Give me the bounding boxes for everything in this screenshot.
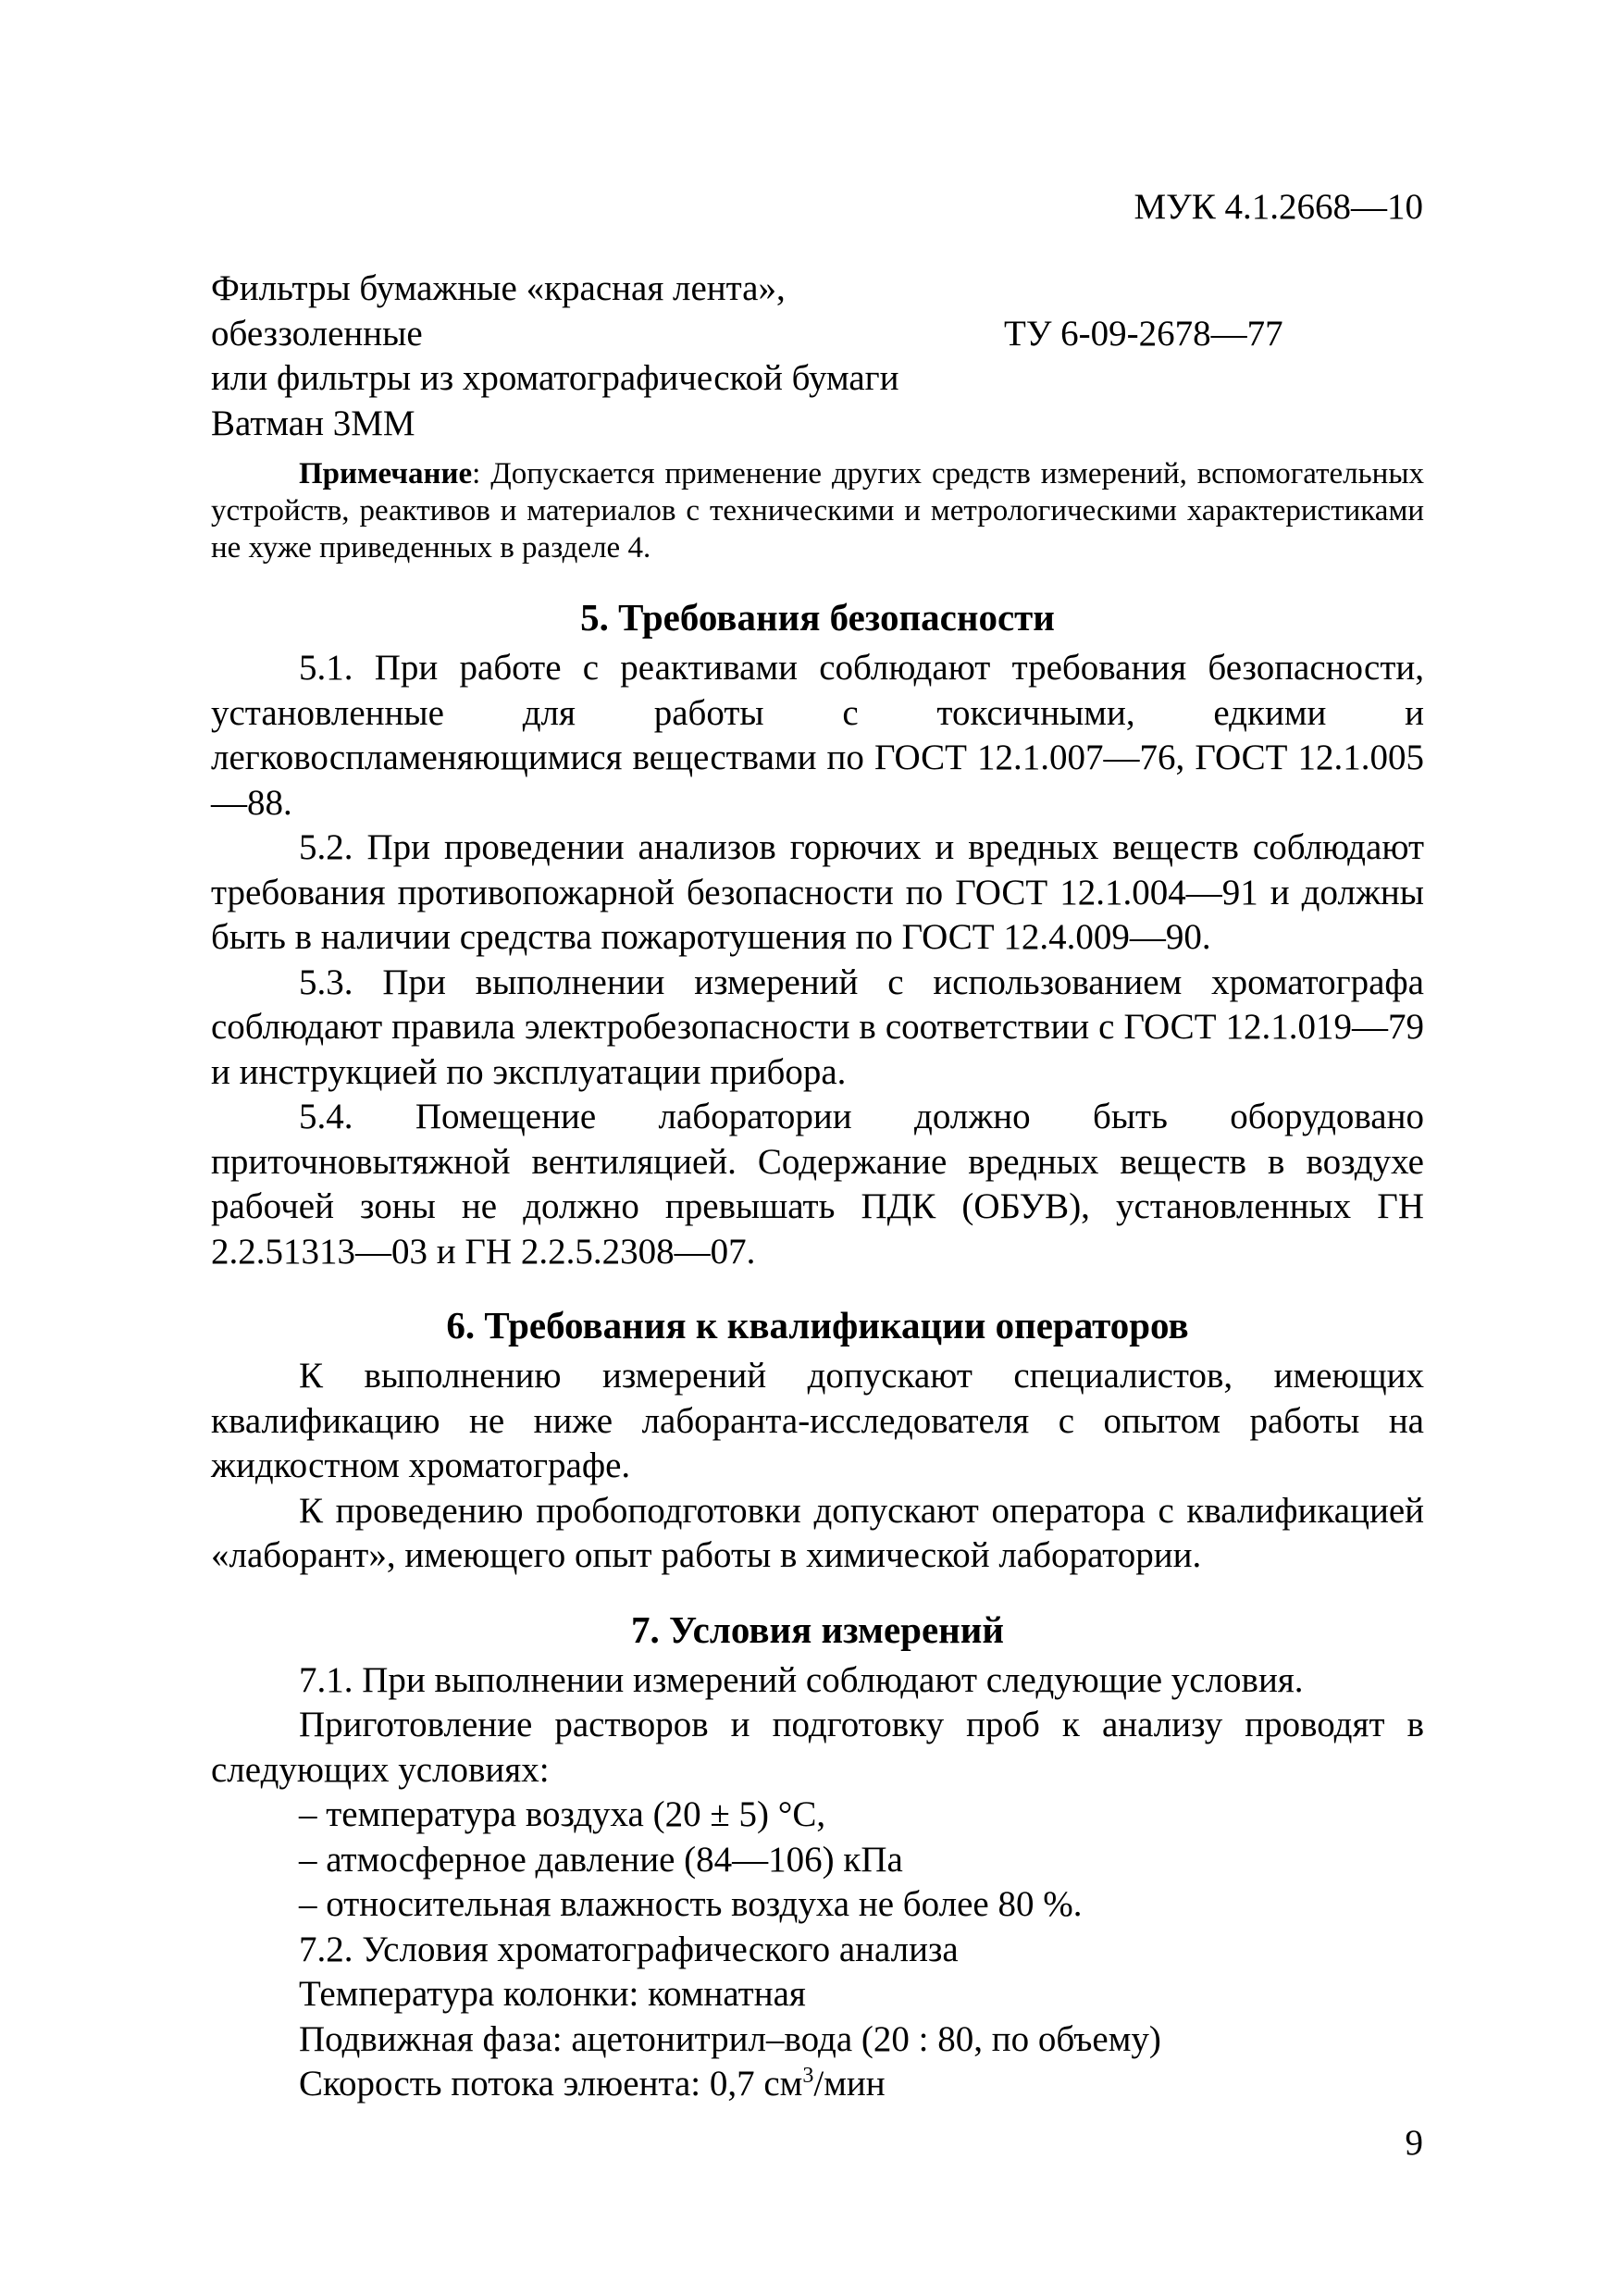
section-5-paragraph-3: 5.3. При выполнении измерений с использованием хроматографа соблюдают правила электробезопасности в соответствии с ГОСТ 12.1.019—79 и инструкцией по эксплуатации прибора. [211,962,1424,1092]
material-line-1: Фильтры бумажные «красная лента», [211,268,786,308]
flow-rate [211,2062,1424,2107]
list-item: – относительная влажность воздуха не более 80 %. [299,1884,1083,1924]
material-line-2: обеззоленные [211,313,423,354]
material-spec: ТУ 6-09-2678—77 [1004,313,1283,354]
section-5-paragraph-4: 5.4. Помещение лаборатории должно быть оборудовано приточновытяжной вентиляцией. Содержание вредных веществ в воздухе рабочей зоны не должно превышать ПДК (ОБУВ), установленных ГН 2.2.51313—03 и ГН 2.2.5.2308—07. [211,1097,1424,1272]
note-text: : Допускается применение других средств измерений, вспомогательных устройств, реактивов и материалов с техническими и метрологическими характеристиками не хуже приведенных в разделе 4. [211,457,1424,565]
material-line-4: Ватман 3ММ [211,403,415,443]
list-item: – атмосферное давление (84—106) кПа [299,1839,903,1880]
section-5-paragraph-2: 5.2. При проведении анализов горючих и вредных веществ соблюдают требования противопожарной безопасности по ГОСТ 12.1.004—91 и должны быть в наличии средства пожаротушения по ГОСТ 12.4.009—90. [211,827,1424,957]
flow-rate-unit: /мин [813,2064,886,2104]
flow-rate-superscript: 3 [802,2064,814,2088]
page-number: 9 [1405,2123,1423,2163]
note-label: Примечание [299,457,473,490]
material-line-3: или фильтры из хроматографической бумаги [211,358,899,398]
mobile-phase: Подвижная фаза: ацетонитрил–вода (20 : 80, по объему) [299,2018,1161,2059]
column-temperature: Температура колонки: комнатная [299,1974,806,2014]
section-7-title: 7. Условия измерений [630,1607,1005,1651]
section-6-title: 6. Требования к квалификации операторов [446,1304,1189,1347]
note [211,455,1424,566]
page-content [211,267,1424,2107]
section-6-paragraph-1: К выполнению измерений допускают специалистов, имеющих квалификацию не ниже лаборанта-исследователя с опытом работы на жидкостном хроматографе. [211,1356,1424,1485]
section-6-paragraph-2: К проведению пробоподготовки допускают оператора с квалификацией «лаборант», имеющего опыт работы в химической лаборатории. [211,1490,1424,1575]
flow-rate-text: Скорость потока элюента: 0,7 см [299,2064,803,2104]
section-5-title: 5. Требования безопасности [580,596,1055,639]
section-7-paragraph-1: 7.1. При выполнении измерений соблюдают следующие условия. [299,1659,1304,1700]
section-7-paragraph-2: Приготовление растворов и подготовку проб к анализу проводят в следующих условиях: [211,1705,1424,1790]
document-code: МУК 4.1.2668—10 [1134,187,1423,227]
materials-entry [211,267,1424,446]
list-item: – температура воздуха (20 ± 5) °С, [299,1794,826,1834]
section-7-paragraph-3: 7.2. Условия хроматографического анализа [299,1929,959,1969]
section-5-paragraph-1: 5.1. При работе с реактивами соблюдают требования безопасности, установленные для работы с токсичными, едкими и легковоспламеняющимися веществами по ГОСТ 12.1.007—76, ГОСТ 12.1.005—88. [211,648,1424,823]
